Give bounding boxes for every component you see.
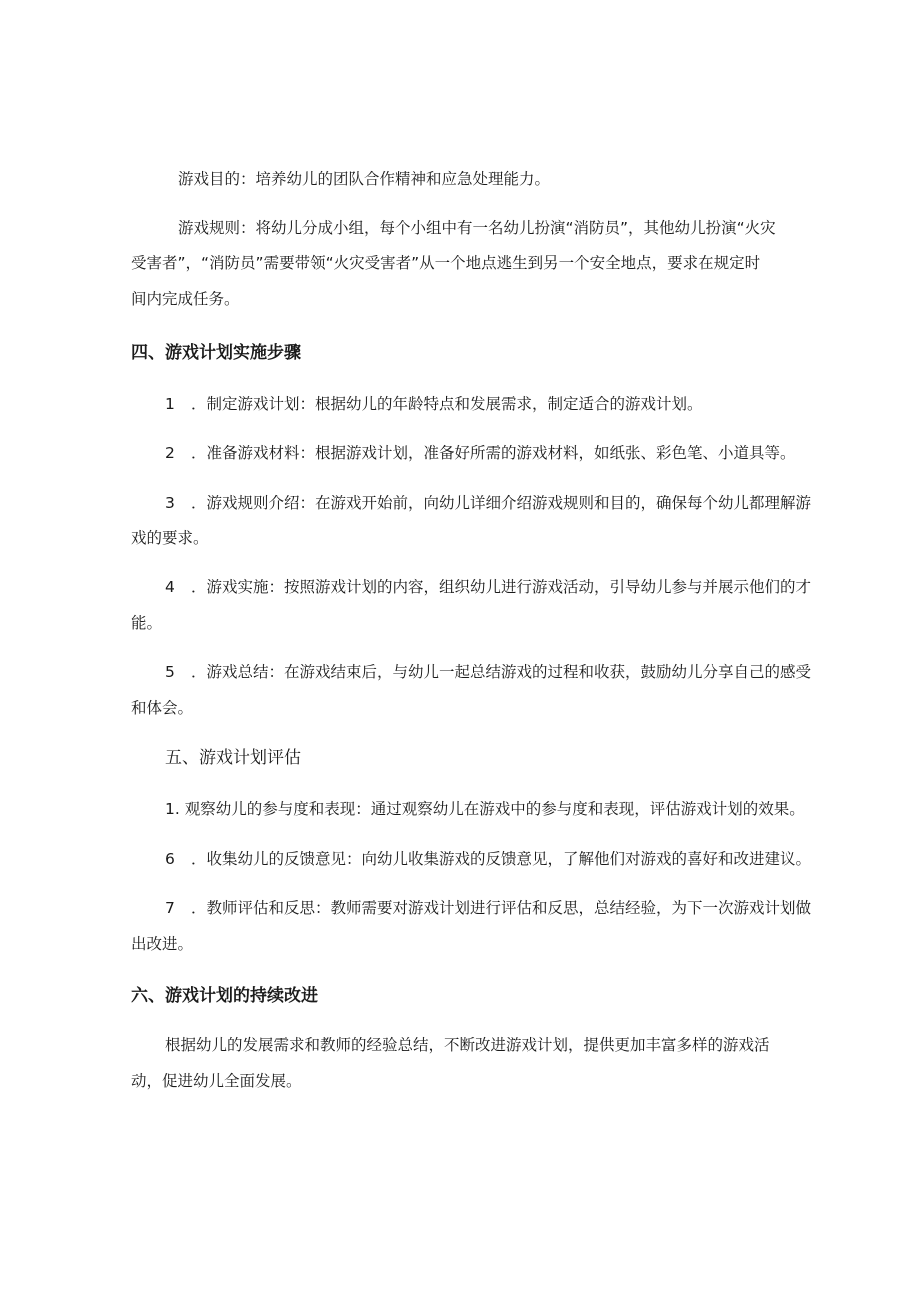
improvement-line-1: 根据幼儿的发展需求和教师的经验总结，不断改进游戏计划，提供更加丰富多样的游戏活: [165, 1036, 770, 1054]
section-4-heading: 四、游戏计划实施步骤: [131, 343, 301, 363]
section-5-heading: 五、游戏计划评估: [165, 748, 301, 768]
improvement-line-2: 动，促进幼儿全面发展。: [131, 1072, 302, 1090]
step-5-continuation: 和体会。: [131, 699, 194, 717]
rules-line-2: 受害者”，“消防员”需要带领“火灾受害者”从一个地点逃生到另一个安全地点，要求在规定时: [131, 254, 761, 272]
step-number: 6: [165, 850, 175, 868]
purpose-paragraph: 游戏目的：培养幼儿的团队合作精神和应急处理能力。: [178, 170, 551, 188]
evaluation-7-continuation: 出改进。: [131, 935, 194, 953]
step-text: ．游戏实施：按照游戏计划的内容，组织幼儿进行游戏活动，引导幼儿参与并展示他们的才: [191, 578, 812, 596]
step-number: 7: [165, 899, 175, 917]
step-text: ．游戏规则介绍：在游戏开始前，向幼儿详细介绍游戏规则和目的，确保每个幼儿都理解游: [191, 494, 812, 512]
step-text: ．准备游戏材料：根据游戏计划，准备好所需的游戏材料，如纸张、彩色笔、小道具等。: [191, 444, 796, 462]
step-3: [165, 492, 811, 514]
step-text: ．教师评估和反思：教师需要对游戏计划进行评估和反思，总结经验，为下一次游戏计划做: [191, 899, 812, 917]
step-3-continuation: 戏的要求。: [131, 529, 209, 547]
step-number: 1: [165, 395, 175, 413]
step-1: [165, 393, 703, 415]
evaluation-1: 1. 观察幼儿的参与度和表现：通过观察幼儿在游戏中的参与度和表现，评估游戏计划的效果。: [165, 800, 805, 818]
evaluation-7: [165, 897, 811, 919]
step-4: [165, 576, 811, 598]
step-2: [165, 442, 796, 464]
step-number: 2: [165, 444, 175, 462]
step-text: ．游戏总结：在游戏结束后，与幼儿一起总结游戏的过程和收获，鼓励幼儿分享自己的感受: [191, 663, 812, 681]
step-number: 5: [165, 663, 175, 681]
step-5: [165, 661, 811, 683]
step-text: ．制定游戏计划：根据幼儿的年龄特点和发展需求，制定适合的游戏计划。: [191, 395, 703, 413]
rules-line-3: 间内完成任务。: [131, 290, 240, 308]
step-number: 3: [165, 494, 175, 512]
evaluation-6: [165, 848, 811, 870]
section-6-heading: 六、游戏计划的持续改进: [131, 986, 318, 1006]
step-number: 4: [165, 578, 175, 596]
rules-line-1: 游戏规则：将幼儿分成小组，每个小组中有一名幼儿扮演“消防员”，其他幼儿扮演“火灾: [178, 219, 776, 237]
step-text: ．收集幼儿的反馈意见：向幼儿收集游戏的反馈意见，了解他们对游戏的喜好和改进建议。: [191, 850, 812, 868]
step-4-continuation: 能。: [131, 614, 163, 632]
